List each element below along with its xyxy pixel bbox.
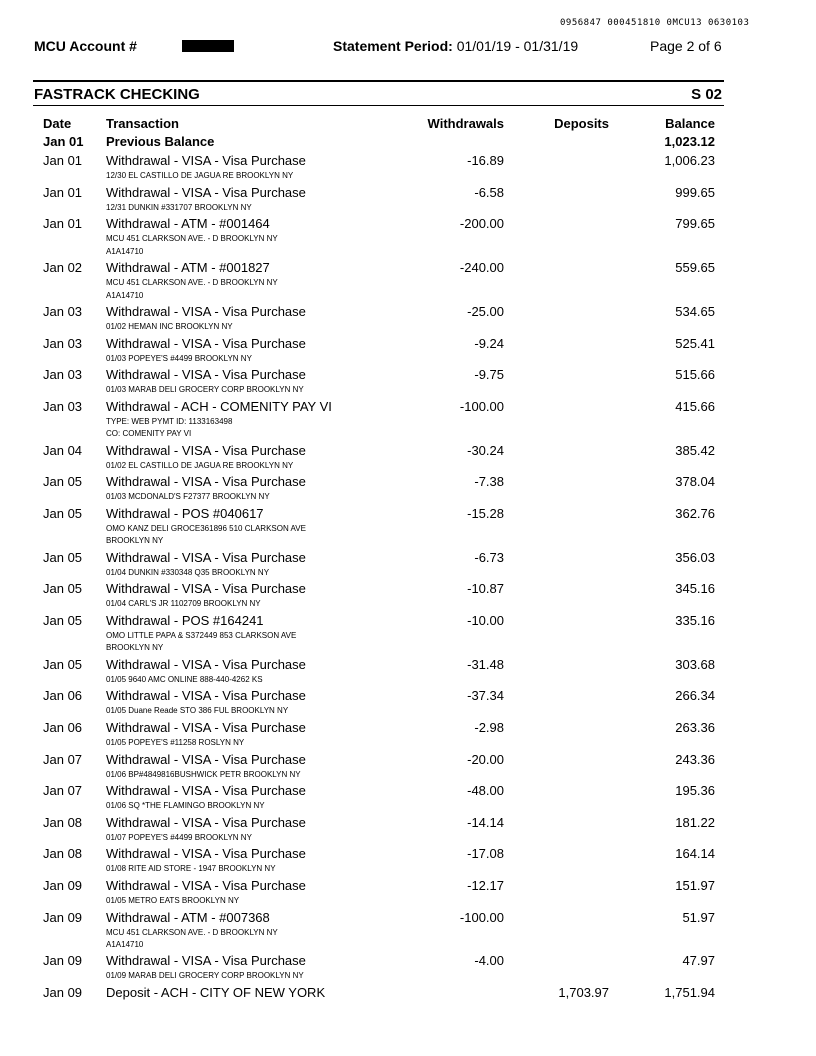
table-row — [0, 720, 816, 752]
table-row — [0, 216, 816, 260]
row-balance: 303.68 — [675, 656, 715, 672]
row-date: Jan 05 — [43, 612, 83, 628]
row-withdrawal: -9.24 — [474, 335, 504, 351]
table-row — [0, 688, 816, 720]
row-detail: 01/07 POPEYE'S #4499 BROOKLYN NY — [106, 832, 252, 842]
col-transaction: Transaction — [106, 116, 179, 131]
row-detail: MCU 451 CLARKSON AVE. - D BROOKLYN NY — [106, 278, 278, 288]
row-balance: 243.36 — [675, 751, 715, 767]
row-detail: 01/03 MCDONALD'S F27377 BROOKLYN NY — [106, 492, 270, 502]
row-date: Jan 08 — [43, 846, 83, 862]
row-balance: 415.66 — [675, 398, 715, 414]
row-balance: 345.16 — [675, 581, 715, 597]
table-row — [0, 304, 816, 336]
col-date: Date — [43, 116, 72, 131]
col-withdrawals: Withdrawals — [427, 116, 504, 131]
row-description: Withdrawal - VISA - Visa Purchase — [106, 814, 306, 830]
ocr-line: 0956847 000451810 0MCU13 0630103 — [560, 18, 750, 28]
row-detail: 01/05 Duane Reade STO 386 FUL BROOKLYN NY — [106, 706, 289, 716]
row-description: Withdrawal - ATM - #001827 — [106, 260, 270, 276]
row-date: Jan 02 — [43, 260, 83, 276]
row-balance: 195.36 — [675, 783, 715, 799]
row-balance: 799.65 — [675, 216, 715, 232]
row-detail: 01/05 METRO EATS BROOKLYN NY — [106, 895, 240, 905]
row-withdrawal: -37.34 — [467, 688, 504, 704]
row-detail: MCU 451 CLARKSON AVE. - D BROOKLYN NY — [106, 234, 278, 244]
row-description: Withdrawal - ACH - COMENITY PAY VI — [106, 398, 332, 414]
row-detail: 01/06 BP#4849816BUSHWICK PETR BROOKLYN NY — [106, 769, 301, 779]
table-row — [0, 613, 816, 657]
row-withdrawal: -7.38 — [474, 474, 504, 490]
row-balance: 181.22 — [675, 814, 715, 830]
row-detail: A1A14710 — [106, 246, 144, 256]
row-detail: 01/05 POPEYE'S #11258 ROSLYN NY — [106, 737, 245, 747]
row-balance: 151.97 — [675, 877, 715, 893]
row-description: Withdrawal - POS #040617 — [106, 505, 264, 521]
row-description: Withdrawal - VISA - Visa Purchase — [106, 549, 306, 565]
section-code: S 02 — [691, 86, 722, 103]
table-row — [0, 443, 816, 475]
row-detail: OMO KANZ DELI GROCE361896 510 CLARKSON AVE — [106, 523, 306, 533]
transaction-list — [0, 134, 816, 1004]
statement-period — [333, 38, 578, 54]
row-detail: 01/04 DUNKIN #330348 Q35 BROOKLYN NY — [106, 567, 270, 577]
row-balance: 266.34 — [675, 688, 715, 704]
row-description: Withdrawal - VISA - Visa Purchase — [106, 877, 306, 893]
row-detail: 12/31 DUNKIN #331707 BROOKLYN NY — [106, 202, 252, 212]
row-balance: 385.42 — [675, 442, 715, 458]
col-balance: Balance — [665, 116, 715, 131]
row-balance: 525.41 — [675, 335, 715, 351]
row-balance: 1,023.12 — [664, 134, 715, 149]
row-date: Jan 01 — [43, 153, 83, 168]
row-deposit: 1,703.97 — [558, 985, 609, 1001]
table-row — [0, 336, 816, 368]
section-title: FASTRACK CHECKING — [34, 86, 200, 103]
row-balance: 999.65 — [675, 184, 715, 200]
row-balance: 164.14 — [675, 846, 715, 862]
row-detail: 12/30 EL CASTILLO DE JAGUA RE BROOKLYN NY — [106, 171, 294, 180]
row-withdrawal: -15.28 — [467, 505, 504, 521]
row-detail: A1A14710 — [106, 940, 144, 950]
row-date: Jan 01 — [43, 184, 83, 200]
row-date: Jan 06 — [43, 688, 83, 704]
row-withdrawal: -2.98 — [474, 719, 504, 735]
row-description: Withdrawal - VISA - Visa Purchase — [106, 581, 306, 597]
row-withdrawal: -100.00 — [459, 909, 504, 925]
table-row — [0, 581, 816, 613]
row-withdrawal: -20.00 — [467, 751, 504, 767]
row-withdrawal: -100.00 — [459, 398, 504, 414]
row-detail: BROOKLYN NY — [106, 643, 164, 653]
row-withdrawal: -25.00 — [467, 303, 504, 319]
row-date: Jan 03 — [43, 367, 83, 383]
row-withdrawal: -4.00 — [474, 953, 504, 969]
row-description: Withdrawal - VISA - Visa Purchase — [106, 442, 306, 458]
row-date: Jan 07 — [43, 751, 83, 767]
row-withdrawal: -6.73 — [474, 549, 504, 565]
row-detail: 01/02 EL CASTILLO DE JAGUA RE BROOKLYN NY — [106, 460, 294, 470]
table-row — [0, 134, 816, 153]
row-balance: 362.76 — [675, 505, 715, 521]
table-row — [0, 550, 816, 582]
table-row — [0, 953, 816, 985]
row-balance: 1,006.23 — [664, 153, 715, 168]
row-description: Withdrawal - VISA - Visa Purchase — [106, 783, 306, 799]
table-row — [0, 910, 816, 954]
row-balance: 47.97 — [682, 953, 715, 969]
row-date: Jan 09 — [43, 953, 83, 969]
row-detail: CO: COMENITY PAY VI — [106, 429, 192, 439]
table-row — [0, 815, 816, 847]
account-label: MCU Account # — [34, 38, 137, 54]
row-date: Jan 03 — [43, 303, 83, 319]
row-date: Jan 08 — [43, 814, 83, 830]
row-date: Jan 09 — [43, 877, 83, 893]
row-date: Jan 03 — [43, 398, 83, 414]
table-row — [0, 367, 816, 399]
section-rule — [33, 105, 724, 106]
row-date: Jan 05 — [43, 474, 83, 490]
row-description: Withdrawal - VISA - Visa Purchase — [106, 953, 306, 969]
row-detail: 01/08 RITE AID STORE - 1947 BROOKLYN NY — [106, 864, 276, 874]
row-description: Withdrawal - VISA - Visa Purchase — [106, 656, 306, 672]
row-date: Jan 05 — [43, 581, 83, 597]
row-detail: MCU 451 CLARKSON AVE. - D BROOKLYN NY — [106, 927, 278, 937]
row-description: Withdrawal - VISA - Visa Purchase — [106, 719, 306, 735]
column-headers — [0, 116, 816, 132]
row-detail: 01/03 POPEYE'S #4499 BROOKLYN NY — [106, 353, 252, 363]
row-date: Jan 05 — [43, 549, 83, 565]
row-description: Withdrawal - ATM - #007368 — [106, 909, 270, 925]
row-date: Jan 09 — [43, 909, 83, 925]
table-row — [0, 399, 816, 443]
row-detail: 01/02 HEMAN INC BROOKLYN NY — [106, 321, 233, 331]
col-deposits: Deposits — [554, 116, 609, 131]
table-row — [0, 783, 816, 815]
table-row — [0, 185, 816, 217]
row-withdrawal: -200.00 — [459, 216, 504, 232]
table-row — [0, 752, 816, 784]
row-description: Withdrawal - VISA - Visa Purchase — [106, 184, 306, 200]
period-label: Statement Period: — [333, 38, 453, 54]
row-description: Withdrawal - VISA - Visa Purchase — [106, 153, 306, 168]
row-balance: 534.65 — [675, 303, 715, 319]
row-date: Jan 07 — [43, 783, 83, 799]
row-withdrawal: -6.58 — [474, 184, 504, 200]
row-description: Withdrawal - VISA - Visa Purchase — [106, 367, 306, 383]
table-row — [0, 153, 816, 185]
table-row — [0, 846, 816, 878]
row-withdrawal: -9.75 — [474, 367, 504, 383]
row-balance: 335.16 — [675, 612, 715, 628]
row-withdrawal: -31.48 — [467, 656, 504, 672]
row-description: Deposit - ACH - CITY OF NEW YORK — [106, 985, 326, 1001]
top-rule — [33, 80, 724, 82]
row-withdrawal: -12.17 — [467, 877, 504, 893]
row-withdrawal: -17.08 — [467, 846, 504, 862]
row-date: Jan 09 — [43, 985, 83, 1001]
table-row — [0, 657, 816, 689]
row-description: Withdrawal - VISA - Visa Purchase — [106, 751, 306, 767]
row-detail: 01/04 CARL'S JR 1102709 BROOKLYN NY — [106, 599, 261, 609]
row-withdrawal: -48.00 — [467, 783, 504, 799]
row-description: Withdrawal - ATM - #001464 — [106, 216, 270, 232]
row-balance: 356.03 — [675, 549, 715, 565]
table-row — [0, 878, 816, 910]
row-detail: 01/03 MARAB DELI GROCERY CORP BROOKLYN NY — [106, 385, 304, 395]
row-detail: 01/09 MARAB DELI GROCERY CORP BROOKLYN NY — [106, 971, 304, 981]
row-date: Jan 01 — [43, 134, 84, 149]
row-detail: BROOKLYN NY — [106, 536, 164, 546]
row-balance: 263.36 — [675, 719, 715, 735]
row-balance: 378.04 — [675, 474, 715, 490]
row-description: Withdrawal - POS #164241 — [106, 612, 264, 628]
row-withdrawal: -14.14 — [467, 814, 504, 830]
row-detail: 01/06 SQ *THE FLAMINGO BROOKLYN NY — [106, 801, 265, 811]
row-withdrawal: -30.24 — [467, 442, 504, 458]
row-date: Jan 06 — [43, 719, 83, 735]
row-date: Jan 03 — [43, 335, 83, 351]
row-description: Withdrawal - VISA - Visa Purchase — [106, 303, 306, 319]
row-balance: 1,751.94 — [664, 985, 715, 1001]
period-value: 01/01/19 - 01/31/19 — [456, 38, 579, 54]
page-number: Page 2 of 6 — [650, 38, 722, 54]
row-description: Withdrawal - VISA - Visa Purchase — [106, 335, 306, 351]
row-date: Jan 01 — [43, 216, 83, 232]
table-row — [0, 474, 816, 506]
row-description: Withdrawal - VISA - Visa Purchase — [106, 846, 306, 862]
row-description: Withdrawal - VISA - Visa Purchase — [106, 688, 306, 704]
row-detail: A1A14710 — [106, 290, 144, 300]
row-balance: 515.66 — [675, 367, 715, 383]
row-detail: TYPE: WEB PYMT ID: 1133163498 — [106, 416, 233, 426]
row-description: Withdrawal - VISA - Visa Purchase — [106, 474, 306, 490]
redacted-account-number — [182, 40, 234, 52]
row-withdrawal: -10.87 — [467, 581, 504, 597]
row-detail: 01/05 9640 AMC ONLINE 888-440-4262 KS — [106, 674, 263, 684]
row-withdrawal: -16.89 — [467, 153, 504, 168]
section-header — [34, 86, 724, 103]
row-balance: 559.65 — [675, 260, 715, 276]
table-row — [0, 260, 816, 304]
row-detail: OMO LITTLE PAPA & S372449 853 CLARKSON AVE — [106, 630, 297, 640]
row-description: Previous Balance — [106, 134, 215, 149]
table-row — [0, 506, 816, 550]
row-withdrawal: -240.00 — [459, 260, 504, 276]
table-row — [0, 985, 816, 1004]
row-withdrawal: -10.00 — [467, 612, 504, 628]
row-date: Jan 05 — [43, 656, 83, 672]
row-date: Jan 04 — [43, 442, 83, 458]
row-balance: 51.97 — [682, 909, 715, 925]
row-date: Jan 05 — [43, 505, 83, 521]
